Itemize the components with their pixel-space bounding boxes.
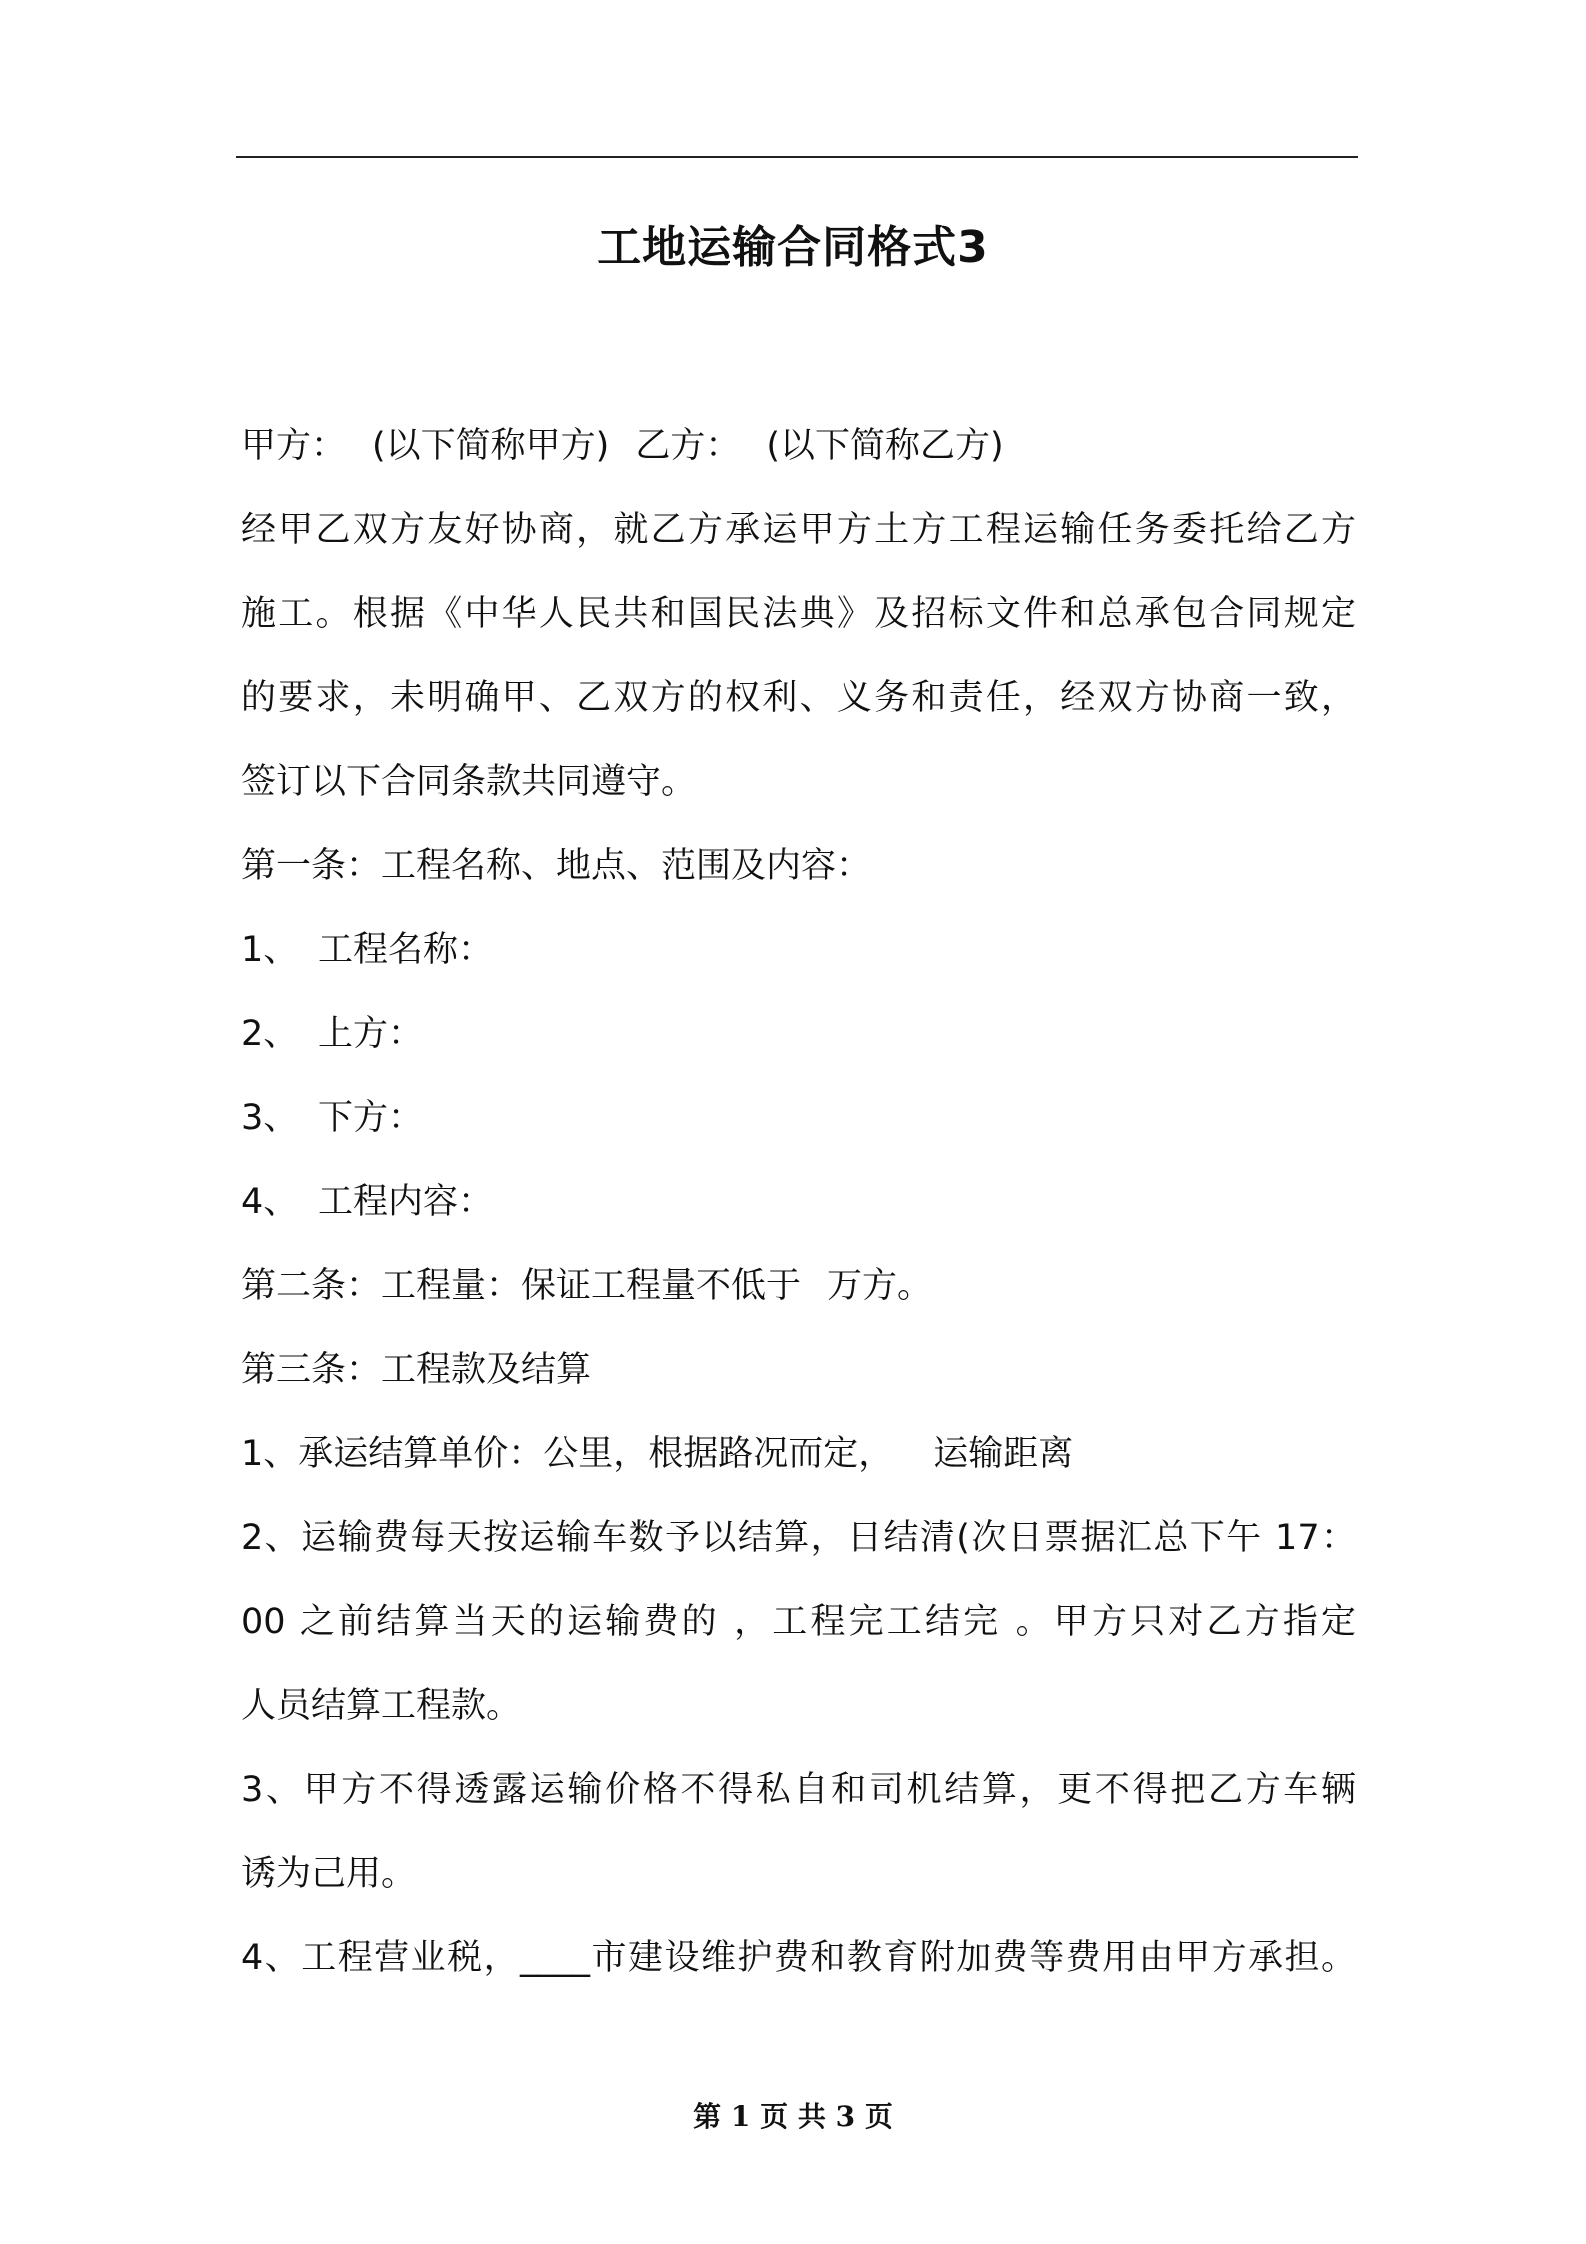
article3-clause1 [241,1412,1356,1496]
article3-clause2-line: 2、运输费每天按运输车数予以结算，日结清(次日票据汇总下午 17： [241,1518,1356,1558]
item-text: 工程内容： [318,1182,494,1222]
article3-heading: 第三条：工程款及结算 [241,1350,592,1390]
article3-clause3-line: 3、甲方不得透露运输价格不得私自和司机结算，更不得把乙方车辆 [241,1770,1356,1810]
article1-item [241,908,1356,992]
intro-line: 经甲乙双方友好协商，就乙方承运甲方土方工程运输任务委托给乙方 [241,510,1356,550]
article3-clause4: 4、工程营业税，____市建设维护费和教育附加费等费用由甲方承担。 [241,1938,1356,1978]
article2-heading [241,1244,1356,1328]
page-footer: 第 1 页 共 3 页 [693,2100,893,2133]
header-rule [236,156,1358,158]
clause1-text-a: 1、承运结算单价：公里，根据路况而定， [241,1434,894,1474]
party-b-note: (以下简称乙方) [766,426,1004,466]
party-b-label: 乙方： [635,426,741,466]
item-text: 工程名称： [318,930,494,970]
document-title: 工地运输合同格式3 [597,222,989,273]
clause1-text-b: 运输距离 [933,1434,1074,1474]
intro-line: 施工。根据《中华人民共和国民法典》及招标文件和总承包合同规定 [241,594,1356,634]
article3-clause2-line: 人员结算工程款。 [241,1686,522,1726]
party-a-note: (以下简称甲方) [372,426,610,466]
contract-body [241,404,1356,2000]
article3-clause2-line: 00 之前结算当天的运输费的 ，工程完工结完 。甲方只对乙方指定 [241,1602,1356,1642]
intro-line: 的要求，未明确甲、乙双方的权利、义务和责任，经双方协商一致， [241,678,1356,718]
item-number: 4、 [241,1182,299,1222]
item-number: 1、 [241,930,299,970]
article1-item [241,1076,1356,1160]
item-number: 2、 [241,1014,299,1054]
article2-heading-a: 第二条：工程量：保证工程量不低于 [241,1266,802,1306]
item-number: 3、 [241,1098,299,1138]
parties-line [241,404,1356,488]
intro-line: 签订以下合同条款共同遵守。 [241,762,697,802]
item-text: 上方： [318,1014,424,1054]
article1-heading: 第一条：工程名称、地点、范围及内容： [241,846,872,886]
item-text: 下方： [318,1098,424,1138]
party-a-label: 甲方： [241,426,347,466]
article2-heading-b: 万方。 [827,1266,933,1306]
article1-item [241,992,1356,1076]
article3-clause3-line: 诱为己用。 [241,1854,417,1894]
article1-item [241,1160,1356,1244]
